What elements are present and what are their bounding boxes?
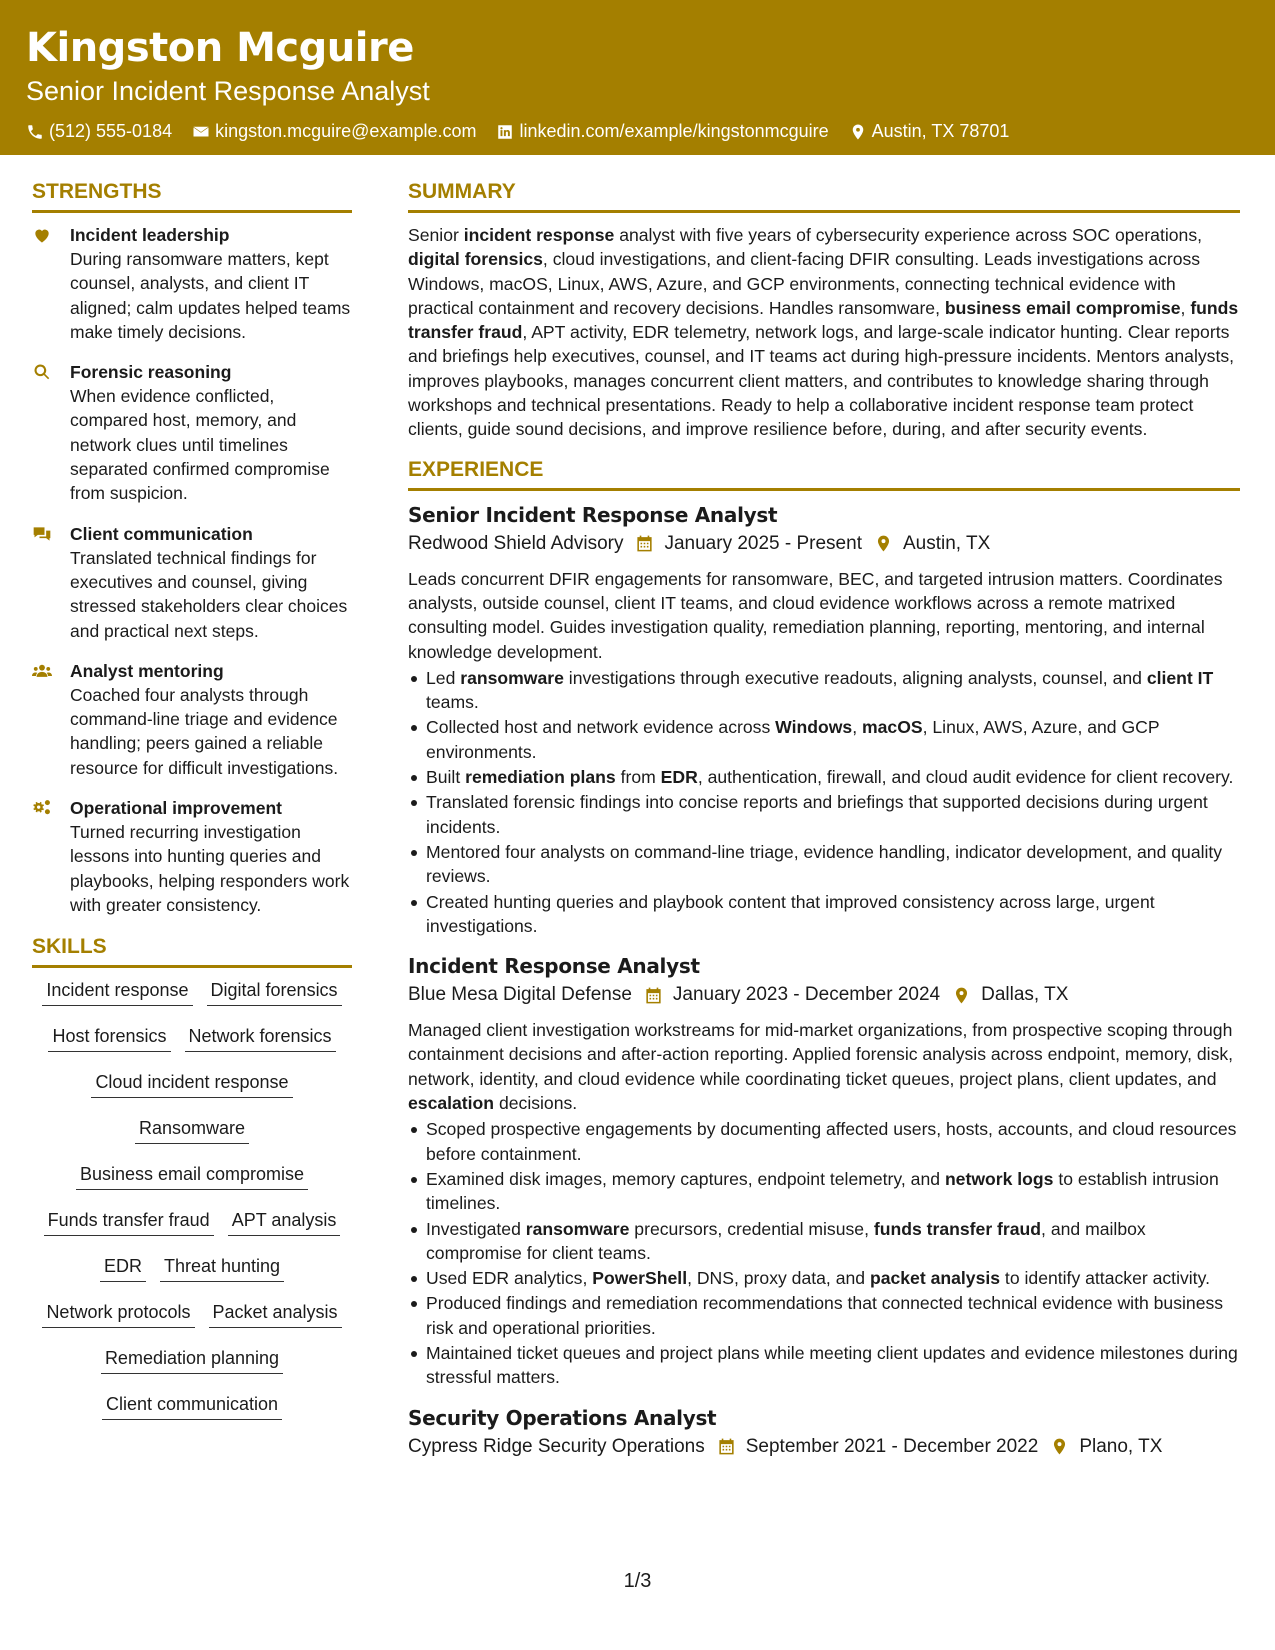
skills-heading: SKILLS	[32, 933, 352, 968]
contact-phone-text: (512) 555-0184	[49, 121, 173, 141]
resume-header	[0, 0, 1275, 155]
job-entry	[408, 1404, 1240, 1462]
summary-text: Senior incident response analyst with five years of cybersecurity experience across SOC operations, digital forensics, cloud investigations, and client-facing DFIR consulting. Leads investigations across Windows, macOS, Linux, AWS, Azure, and GCP environments, connecting technical evidence with practical containment and recovery decisions. Handles ransomware, business email compromise, funds transfer fraud, APT activity, EDR telemetry, network logs, and large-scale indicator hunting. Clear reports and briefings help executives, counsel, and IT teams act during high-pressure incidents. Mentors analysts, improves playbooks, manages concurrent client matters, and contributes to knowledge sharing through workshops and technical presentations. Ready to help a collaborative incident response team protect clients, guide sound decisions, and improve resilience before, during, and after security events.	[408, 225, 1239, 440]
strength-item	[32, 796, 352, 917]
job-bullet: Translated forensic findings into concise reports and briefings that supported decisions during urgent incidents.	[408, 790, 1240, 839]
strength-title: Forensic reasoning	[70, 362, 232, 383]
job-description: Leads concurrent DFIR engagements for ransomware, BEC, and targeted intrusion matters. Coordinates analysts, outside counsel, client IT teams, and cloud evidence workflows across a remote matrixed consulting model. Guides investigation quality, remediation planning, reporting, mentoring, and internal knowledge development.	[408, 568, 1223, 662]
heart-icon	[32, 225, 52, 245]
job-dates: January 2025 - Present	[664, 532, 862, 554]
job-bullet: Built remediation plans from EDR, authentication, firewall, and cloud audit evidence for client recovery.	[408, 765, 1240, 789]
strength-item	[32, 659, 352, 780]
job-bullet: Used EDR analytics, PowerShell, DNS, proxy data, and packet analysis to identify attacker activity.	[408, 1266, 1240, 1290]
skill-tag: Funds transfer fraud	[44, 1208, 214, 1236]
calendar-icon	[644, 986, 663, 1005]
strength-title: Analyst mentoring	[70, 660, 224, 681]
job-company: Cypress Ridge Security Operations	[408, 1435, 705, 1457]
left-column	[32, 178, 352, 1438]
job-bullet: Maintained ticket queues and project plans while meeting client updates and evidence milestones during stressful matters.	[408, 1341, 1240, 1390]
job-location: Plano, TX	[1079, 1435, 1163, 1457]
strength-title: Operational improvement	[70, 798, 282, 819]
job-bullet: Examined disk images, memory captures, endpoint telemetry, and network logs to establish intrusion timelines.	[408, 1167, 1240, 1216]
job-bullet: Mentored four analysts on command-line triage, evidence handling, indicator development, and quality reviews.	[408, 840, 1240, 889]
contact-bar	[26, 121, 1249, 142]
skill-tag: Packet analysis	[209, 1300, 342, 1328]
linkedin-icon	[496, 123, 514, 141]
skills-row	[32, 978, 352, 1024]
strength-text: Translated technical findings for executives and counsel, giving stressed stakeholders clear choices and practical next steps.	[70, 547, 348, 641]
skill-tag: Threat hunting	[160, 1254, 284, 1282]
job-description: Managed client investigation workstreams for mid-market organizations, from prospective scoping through containment decisions and after-action reporting. Applied forensic analysis across endpoint, memory, disk, network, identity, and cloud evidence while coordinating ticket queues, project plans, client updates, and escalation decisions.	[408, 1020, 1234, 1114]
skills-list	[32, 978, 352, 1438]
contact-email[interactable]	[192, 121, 476, 142]
job-bullet: Collected host and network evidence across Windows, macOS, Linux, AWS, Azure, and GCP environments.	[408, 715, 1240, 764]
skills-row	[32, 1116, 352, 1162]
skill-tag: Network forensics	[185, 1024, 336, 1052]
strength-text: Coached four analysts through command-line triage and evidence handling; peers gained a reliable resource for difficult investigations.	[70, 684, 339, 778]
calendar-icon	[717, 1437, 736, 1456]
job-meta	[408, 529, 1240, 559]
strength-item	[32, 522, 352, 643]
strength-text: During ransomware matters, kept counsel, analysts, and client IT aligned; calm updates helped teams make timely decisions.	[70, 249, 351, 342]
calendar-icon	[635, 534, 654, 553]
job-meta	[408, 1432, 1240, 1462]
job-entry	[408, 501, 1240, 938]
job-meta	[408, 980, 1240, 1010]
gears-icon	[32, 798, 52, 818]
contact-location-text: Austin, TX 78701	[871, 121, 1010, 141]
map-pin-icon	[952, 986, 971, 1005]
strengths-heading: STRENGTHS	[32, 178, 352, 213]
job-entry	[408, 952, 1240, 1389]
summary-heading: SUMMARY	[408, 178, 1240, 213]
strength-title: Client communication	[70, 523, 253, 544]
skill-tag: Business email compromise	[76, 1162, 308, 1190]
phone-icon	[26, 123, 44, 141]
users-icon	[32, 661, 52, 681]
skills-row	[32, 1162, 352, 1208]
job-bullet: Led ransomware investigations through executive readouts, aligning analysts, counsel, and client IT teams.	[408, 666, 1240, 715]
envelope-icon	[192, 123, 210, 141]
job-dates: September 2021 - December 2022	[745, 1435, 1039, 1457]
job-location: Austin, TX	[902, 532, 991, 554]
job-bullet: Investigated ransomware precursors, credential misuse, funds transfer fraud, and mailbox compromise for client teams.	[408, 1217, 1240, 1266]
experience-heading: EXPERIENCE	[408, 456, 1240, 491]
contact-phone[interactable]	[26, 121, 172, 142]
job-company: Blue Mesa Digital Defense	[408, 984, 632, 1006]
magnifier-icon	[32, 362, 52, 382]
contact-linkedin[interactable]	[496, 121, 828, 142]
skill-tag: Digital forensics	[207, 978, 342, 1006]
skills-row	[32, 1300, 352, 1346]
chat-bubbles-icon	[32, 524, 52, 544]
skills-row	[32, 1346, 352, 1392]
page-number: 1/3	[623, 1570, 652, 1592]
skill-tag: Host forensics	[48, 1024, 170, 1052]
map-pin-icon	[849, 123, 867, 141]
candidate-title: Senior Incident Response Analyst	[26, 76, 430, 106]
contact-email-text: kingston.mcguire@example.com	[215, 121, 477, 141]
strength-text: Turned recurring investigation lessons into hunting queries and playbooks, helping responders work with greater consistency.	[70, 822, 350, 915]
skills-row	[32, 1208, 352, 1254]
candidate-name: Kingston Mcguire	[26, 25, 414, 71]
map-pin-icon	[1050, 1437, 1069, 1456]
job-company: Redwood Shield Advisory	[408, 532, 624, 554]
right-column	[408, 178, 1240, 1476]
skill-tag: Remediation planning	[101, 1346, 283, 1374]
skill-tag: Cloud incident response	[91, 1070, 292, 1098]
strength-text: When evidence conflicted, compared host, memory, and network clues until timelines separated confirmed compromise from suspicion.	[70, 386, 330, 504]
skill-tag: Ransomware	[135, 1116, 249, 1144]
skill-tag: Client communication	[102, 1392, 282, 1420]
skills-row	[32, 1070, 352, 1116]
contact-linkedin-text: linkedin.com/example/kingstonmcguire	[519, 121, 829, 141]
job-title: Security Operations Analyst	[408, 1405, 717, 1430]
strength-title: Incident leadership	[70, 225, 230, 245]
job-title: Incident Response Analyst	[408, 954, 700, 979]
job-bullet: Produced findings and remediation recommendations that connected technical evidence with business risk and operational priorities.	[408, 1291, 1240, 1340]
skills-row	[32, 1392, 352, 1438]
skill-tag: Network protocols	[42, 1300, 194, 1328]
skill-tag: Incident response	[42, 978, 192, 1006]
job-title: Senior Incident Response Analyst	[408, 502, 778, 527]
skills-row	[32, 1254, 352, 1300]
job-bullets	[408, 1117, 1240, 1389]
job-location: Dallas, TX	[981, 984, 1069, 1006]
skills-row	[32, 1024, 352, 1070]
job-bullets	[408, 666, 1240, 938]
strength-item	[32, 360, 352, 505]
contact-location	[849, 121, 1010, 142]
job-bullet: Created hunting queries and playbook content that improved consistency across large, urgent investigations.	[408, 890, 1240, 939]
map-pin-icon	[874, 534, 893, 553]
job-bullet: Scoped prospective engagements by documenting affected users, hosts, accounts, and cloud resources before containment.	[408, 1117, 1240, 1166]
skill-tag: APT analysis	[228, 1208, 341, 1236]
job-dates: January 2023 - December 2024	[672, 984, 941, 1006]
skill-tag: EDR	[100, 1254, 146, 1282]
experience-list	[408, 501, 1240, 1462]
strength-item	[32, 223, 352, 344]
